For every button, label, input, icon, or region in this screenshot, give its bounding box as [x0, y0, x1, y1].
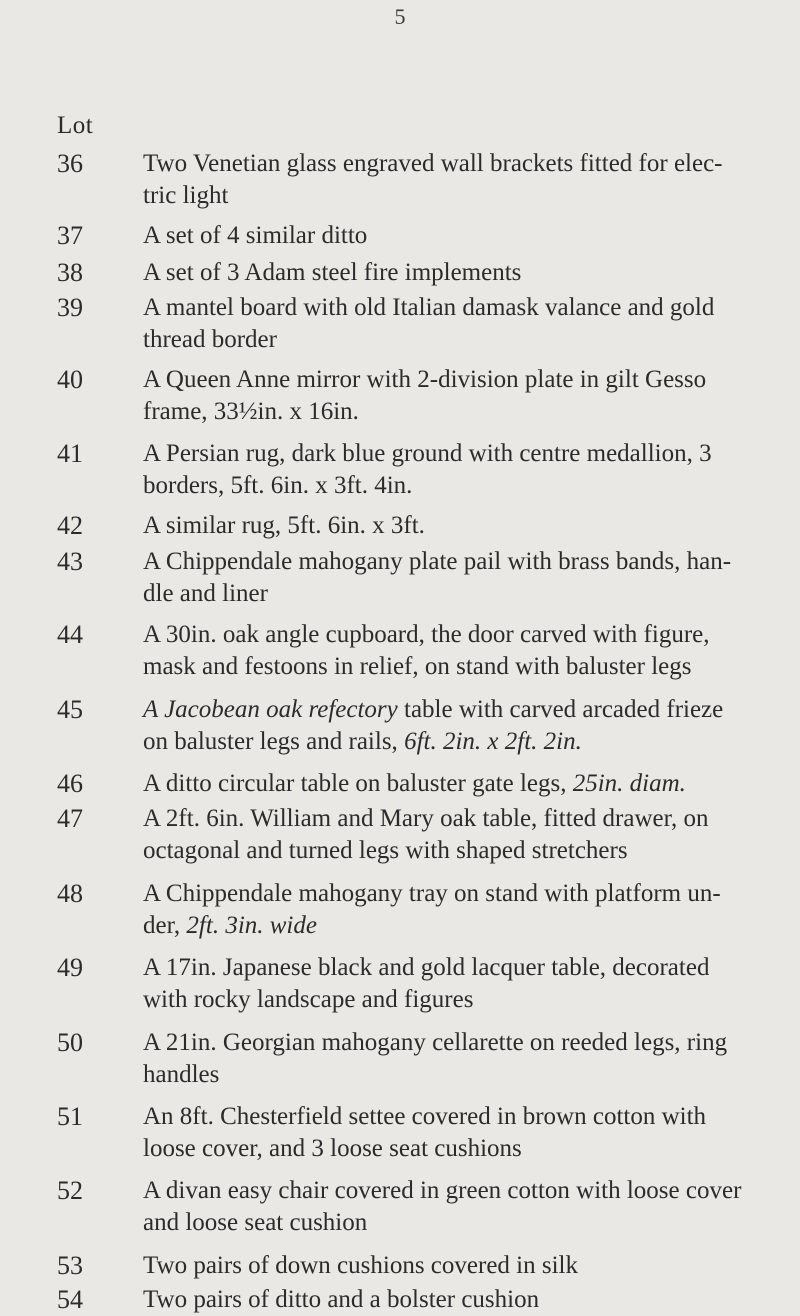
lot-number: 49: [57, 953, 83, 982]
lot-number: 51: [57, 1102, 83, 1131]
lot-description: A 17in. Japanese black and gold lacquer table, decorated with rocky landscape and figures: [143, 954, 710, 1013]
lot-description: A ditto circular table on baluster gate legs, 25in. diam.: [143, 770, 686, 797]
lot-description: A set of 3 Adam steel fire implements: [143, 259, 522, 286]
page-number: 5: [394, 4, 406, 29]
lot-number: 46: [57, 769, 83, 798]
lot-number: 42: [57, 511, 83, 540]
lot-number: 36: [57, 149, 83, 178]
lot-number: 38: [57, 258, 83, 287]
lot-number: 43: [57, 547, 83, 576]
lot-description: A Queen Anne mirror with 2-division plate in gilt Gesso frame, 33½in. x 16in.: [143, 366, 707, 425]
lot-description: A divan easy chair covered in green cotton with loose cover and loose seat cushion: [143, 1177, 742, 1236]
lot-description: A Persian rug, dark blue ground with centre medallion, 3 borders, 5ft. 6in. x 3ft. 4in.: [143, 440, 712, 499]
lot-number: 53: [57, 1251, 83, 1280]
lot-number: 40: [57, 365, 83, 394]
lot-number: 52: [57, 1176, 83, 1205]
lot-description: A Jacobean oak refectory table with carved arcaded frieze on baluster legs and rails, 6ft. 2in. x 2ft. 2in.: [143, 696, 724, 755]
lot-number: 54: [57, 1285, 83, 1314]
lot-description: A set of 4 similar ditto: [143, 222, 368, 249]
lot-description: A 21in. Georgian mahogany cellarette on reeded legs, ring handles: [143, 1029, 728, 1088]
lot-description: A 2ft. 6in. William and Mary oak table, fitted drawer, on octagonal and turned legs with shaped stretchers: [143, 805, 709, 864]
lot-description: A mantel board with old Italian damask valance and gold thread border: [143, 294, 715, 353]
lot-number: 41: [57, 439, 83, 468]
lot-number: 47: [57, 804, 83, 833]
lot-number: 48: [57, 879, 83, 908]
lot-description: A Chippendale mahogany tray on stand with platform un- der, 2ft. 3in. wide: [143, 880, 721, 939]
lot-number: 44: [57, 620, 83, 649]
lot-number: 37: [57, 221, 83, 250]
lot-number: 50: [57, 1028, 83, 1057]
lot-description: An 8ft. Chesterfield settee covered in brown cotton with loose cover, and 3 loose seat cushions: [143, 1103, 707, 1162]
lot-column-header: Lot: [57, 112, 94, 139]
lot-number: 39: [57, 293, 83, 322]
lot-description: A 30in. oak angle cupboard, the door carved with figure, mask and festoons in relief, on stand with baluster legs: [143, 621, 710, 680]
lot-description: A Chippendale mahogany plate pail with brass bands, han- dle and liner: [143, 548, 732, 607]
lot-description: Two pairs of ditto and a bolster cushion: [143, 1286, 540, 1313]
lot-description: Two pairs of down cushions covered in silk: [143, 1252, 578, 1279]
lot-description: A similar rug, 5ft. 6in. x 3ft.: [143, 512, 425, 539]
lot-number: 45: [57, 695, 83, 724]
lot-description: Two Venetian glass engraved wall brackets fitted for elec- tric light: [143, 150, 723, 209]
